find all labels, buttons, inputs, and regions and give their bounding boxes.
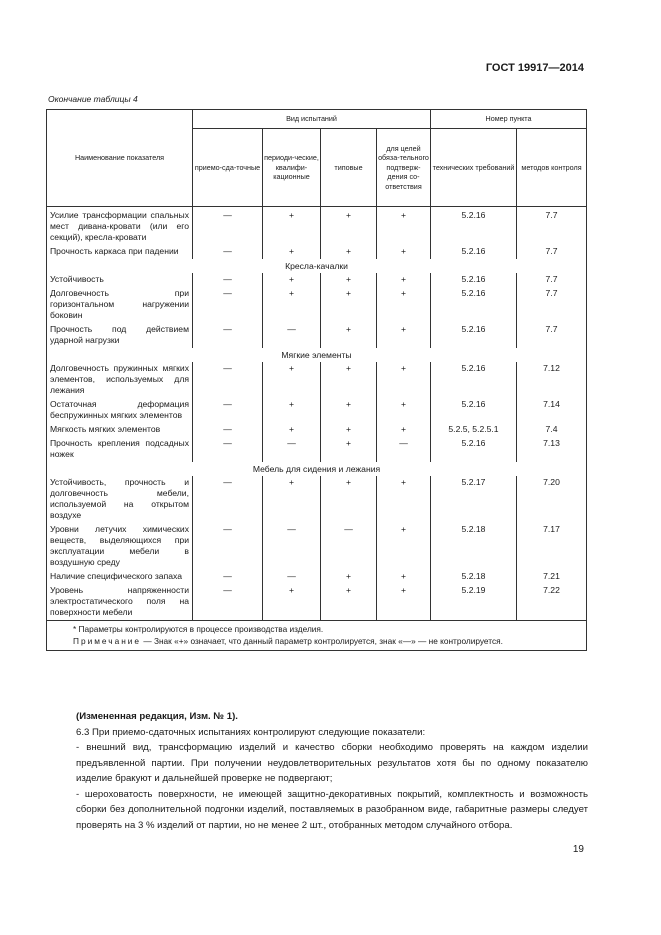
cell-periodic: +: [263, 245, 321, 259]
section-title: Мягкие элементы: [47, 348, 587, 362]
cell-tech-req: 5.2.16: [431, 398, 517, 423]
revision-note: (Измененная редакция, Изм. № 1).: [76, 711, 238, 722]
table-row: [47, 362, 587, 398]
cell-type: +: [321, 423, 377, 437]
cell-type: +: [321, 245, 377, 259]
table-row: [47, 323, 587, 348]
cell-cert: —: [377, 437, 431, 462]
cell-cert: +: [377, 398, 431, 423]
indicator-name: Мягкость мягких элементов: [47, 423, 193, 437]
cell-cert: +: [377, 423, 431, 437]
cell-cert: +: [377, 476, 431, 523]
cell-type: +: [321, 398, 377, 423]
col-acceptance: приемо-сда-точные: [193, 129, 263, 207]
cell-cert: +: [377, 273, 431, 287]
cell-periodic: +: [263, 207, 321, 246]
cell-method: 7.14: [517, 398, 587, 423]
cell-method: 7.17: [517, 523, 587, 570]
cell-cert: +: [377, 323, 431, 348]
paragraph-visual-check: - внешний вид, трансформацию изделий и качество сборки необходимо проверять на каждом изделии предъявленной партии. При получении неудовлетворительных результатов хотя бы по одному показателю изделие бракуют и дальнейшей проверке не подвергают;: [76, 742, 588, 784]
cell-method: 7.4: [517, 423, 587, 437]
cell-tech-req: 5.2.18: [431, 523, 517, 570]
table-note: [73, 635, 580, 647]
col-cert: для целей обяза-тельного подтверж-дения со-ответствия: [377, 129, 431, 207]
cell-cert: +: [377, 362, 431, 398]
indicator-name: Устойчивость, прочность и долговечность мебели, используемой на открытом воздухе: [47, 476, 193, 523]
page-number: 19: [572, 844, 584, 855]
cell-acceptance: —: [193, 523, 263, 570]
table-row: [47, 207, 587, 246]
cell-method: 7.7: [517, 323, 587, 348]
cell-acceptance: —: [193, 437, 263, 462]
cell-type: +: [321, 362, 377, 398]
table-row: [47, 398, 587, 423]
indicator-name: Долговечность пружинных мягких элементов, используемых для лежания: [47, 362, 193, 398]
cell-periodic: +: [263, 584, 321, 621]
indicator-name: Наличие специфического запаха: [47, 570, 193, 584]
body-text: [76, 709, 588, 833]
cell-acceptance: —: [193, 207, 263, 246]
table-row: [47, 523, 587, 570]
col-type: типовые: [321, 129, 377, 207]
section-title: Мебель для сидения и лежания: [47, 462, 587, 476]
cell-type: +: [321, 207, 377, 246]
cell-periodic: —: [263, 523, 321, 570]
cell-tech-req: 5.2.16: [431, 362, 517, 398]
cell-acceptance: —: [193, 570, 263, 584]
cell-periodic: +: [263, 423, 321, 437]
cell-method: 7.22: [517, 584, 587, 621]
cell-acceptance: —: [193, 423, 263, 437]
cell-acceptance: —: [193, 287, 263, 323]
cell-acceptance: —: [193, 323, 263, 348]
cell-type: +: [321, 323, 377, 348]
cell-tech-req: 5.2.16: [431, 323, 517, 348]
group-test-types: Вид испытаний: [193, 110, 431, 129]
note-label: Примечание: [73, 636, 142, 646]
cell-tech-req: 5.2.18: [431, 570, 517, 584]
cell-tech-req: 5.2.17: [431, 476, 517, 523]
cell-cert: +: [377, 207, 431, 246]
cell-method: 7.13: [517, 437, 587, 462]
cell-cert: +: [377, 523, 431, 570]
cell-cert: +: [377, 584, 431, 621]
section-title: Кресла-качалки: [47, 259, 587, 273]
cell-method: 7.20: [517, 476, 587, 523]
cell-periodic: +: [263, 476, 321, 523]
cell-periodic: —: [263, 437, 321, 462]
cell-type: +: [321, 476, 377, 523]
cell-method: 7.7: [517, 207, 587, 246]
cell-tech-req: 5.2.5, 5.2.5.1: [431, 423, 517, 437]
cell-tech-req: 5.2.16: [431, 273, 517, 287]
cell-method: 7.7: [517, 273, 587, 287]
indicator-name: Прочность каркаса при падении: [47, 245, 193, 259]
cell-cert: +: [377, 287, 431, 323]
group-clause-no: Номер пункта: [431, 110, 587, 129]
table-row: [47, 437, 587, 462]
cell-periodic: +: [263, 398, 321, 423]
cell-method: 7.7: [517, 245, 587, 259]
table-notes: [47, 621, 587, 651]
note-text: — Знак «+» означает, что данный параметр контролируется, знак «—» — не контролируется.: [141, 636, 503, 646]
paragraph-6-3: 6.3 При приемо-сдаточных испытаниях контролируют следующие показатели:: [76, 726, 426, 738]
col-periodic: периоди-ческие, квалифи-кационные: [263, 129, 321, 207]
cell-tech-req: 5.2.19: [431, 584, 517, 621]
table-row: [47, 570, 587, 584]
test-table: [46, 109, 587, 651]
indicator-name: Усилие трансформации спальных мест дивана-кровати (или его секций), кресла-кровати: [47, 207, 193, 246]
col-tech-req: технических требований: [431, 129, 517, 207]
table-row: [47, 273, 587, 287]
cell-type: —: [321, 523, 377, 570]
cell-type: +: [321, 584, 377, 621]
cell-periodic: +: [263, 287, 321, 323]
cell-type: +: [321, 570, 377, 584]
table-row: [47, 245, 587, 259]
cell-acceptance: —: [193, 476, 263, 523]
indicator-name: Прочность крепления подсадных ножек: [47, 437, 193, 462]
cell-method: 7.7: [517, 287, 587, 323]
cell-type: +: [321, 287, 377, 323]
table-row: [47, 423, 587, 437]
cell-acceptance: —: [193, 362, 263, 398]
cell-tech-req: 5.2.16: [431, 245, 517, 259]
table-row: [47, 584, 587, 621]
indicator-name: Уровни летучих химических веществ, выделяющихся при эксплуатации мебели в воздушную среду: [47, 523, 193, 570]
section-row: [47, 462, 587, 476]
col-name-header: Наименование показателя: [47, 110, 193, 207]
section-row: [47, 259, 587, 273]
cell-method: 7.12: [517, 362, 587, 398]
cell-cert: +: [377, 570, 431, 584]
cell-periodic: +: [263, 362, 321, 398]
indicator-name: Уровень напряженности электростатического поля на поверхности мебели: [47, 584, 193, 621]
indicator-name: Остаточная деформация беспружинных мягких элементов: [47, 398, 193, 423]
cell-type: +: [321, 437, 377, 462]
cell-periodic: —: [263, 570, 321, 584]
cell-tech-req: 5.2.16: [431, 437, 517, 462]
cell-tech-req: 5.2.16: [431, 287, 517, 323]
table-row: [47, 476, 587, 523]
cell-type: +: [321, 273, 377, 287]
cell-periodic: —: [263, 323, 321, 348]
cell-acceptance: —: [193, 584, 263, 621]
col-methods: методов контроля: [517, 129, 587, 207]
cell-acceptance: —: [193, 398, 263, 423]
indicator-name: Долговечность при горизонтальном нагружении боковин: [47, 287, 193, 323]
footnote: * Параметры контролируются в процессе производства изделия.: [73, 624, 324, 634]
cell-acceptance: —: [193, 245, 263, 259]
section-row: [47, 348, 587, 362]
cell-acceptance: —: [193, 273, 263, 287]
cell-method: 7.21: [517, 570, 587, 584]
table-row: [47, 287, 587, 323]
cell-tech-req: 5.2.16: [431, 207, 517, 246]
table-caption: Окончание таблицы 4: [48, 94, 138, 104]
indicator-name: Устойчивость: [47, 273, 193, 287]
cell-periodic: +: [263, 273, 321, 287]
paragraph-sample-check: - шероховатость поверхности, не имеющей защитно-декоративных покрытий, комплектность и возможность сборки без дополнительной подгонки изделий, поставляемых в разобранном виде, габаритные размеры следует проверять на 3 % изделий от партии, но не менее 2 шт., отобранных методом случайного отбора.: [76, 788, 588, 831]
document-code: ГОСТ 19917—2014: [485, 62, 584, 74]
indicator-name: Прочность под действием ударной нагрузки: [47, 323, 193, 348]
cell-cert: +: [377, 245, 431, 259]
